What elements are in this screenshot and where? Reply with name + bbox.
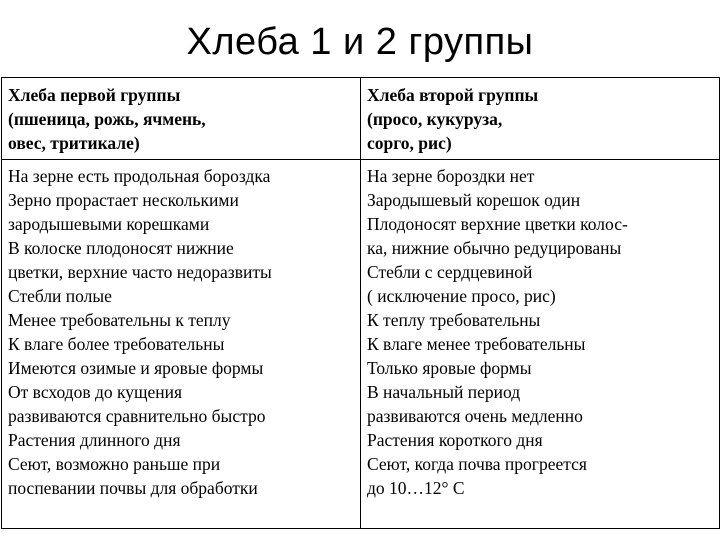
trait-line: до 10…12° С — [367, 478, 465, 498]
header-line: (пшеница, рожь, ячмень, — [8, 109, 206, 129]
header-line: (просо, кукуруза, — [367, 109, 503, 129]
body-cell-group-1 — [2, 160, 361, 529]
trait-line: Плодоносят верхние цветки колос- — [367, 214, 628, 234]
header-line: Хлеба второй группы — [367, 85, 539, 105]
trait-line: К влаге менее требовательны — [367, 334, 586, 354]
trait-line: От всходов до кущения — [8, 382, 183, 402]
slide-title: Хлеба 1 и 2 группы — [186, 21, 534, 63]
header-cell-group-1 — [2, 78, 361, 160]
body-cell-group-2 — [361, 160, 720, 529]
trait-line: В колоске плодоносят нижние — [8, 238, 234, 258]
trait-line: Сеют, возможно раньше при — [8, 454, 221, 474]
trait-line: К теплу требовательны — [367, 310, 541, 330]
trait-line: ка, нижние обычно редуцированы — [367, 238, 622, 258]
trait-line: В начальный период — [367, 382, 521, 402]
header-line: овес, тритикале) — [8, 133, 140, 153]
trait-line: Зародышевый корешок один — [367, 190, 581, 210]
trait-line: Менее требовательны к теплу — [8, 310, 231, 330]
trait-line: зародышевыми корешками — [8, 214, 210, 234]
trait-line: Зерно прорастает несколькими — [8, 190, 239, 210]
trait-line: Только яровые формы — [367, 358, 532, 378]
trait-line: Сеют, когда почва прогреется — [367, 454, 587, 474]
table-body-row — [2, 160, 720, 529]
header-line: сорго, рис) — [367, 133, 452, 153]
trait-line: Имеются озимые и яровые формы — [8, 358, 264, 378]
trait-line: цветки, верхние часто недоразвиты — [8, 262, 272, 282]
trait-line: развиваются сравнительно быстро — [8, 406, 266, 426]
trait-line: Растения длинного дня — [8, 430, 181, 450]
comparison-table — [1, 77, 720, 529]
trait-line: ( исключение просо, рис) — [367, 286, 556, 306]
trait-line: Растения короткого дня — [367, 430, 543, 450]
table-header-row — [2, 78, 720, 160]
trait-line: развиваются очень медленно — [367, 406, 583, 426]
trait-line: На зерне есть продольная бороздка — [8, 166, 271, 186]
header-line: Хлеба первой группы — [8, 85, 181, 105]
trait-line: К влаге более требовательны — [8, 334, 225, 354]
trait-line: На зерне бороздки нет — [367, 166, 535, 186]
trait-line: Стебли с сердцевиной — [367, 262, 533, 282]
trait-line: Стебли полые — [8, 286, 112, 306]
trait-line: поспевании почвы для обработки — [8, 478, 258, 498]
header-cell-group-2 — [361, 78, 720, 160]
